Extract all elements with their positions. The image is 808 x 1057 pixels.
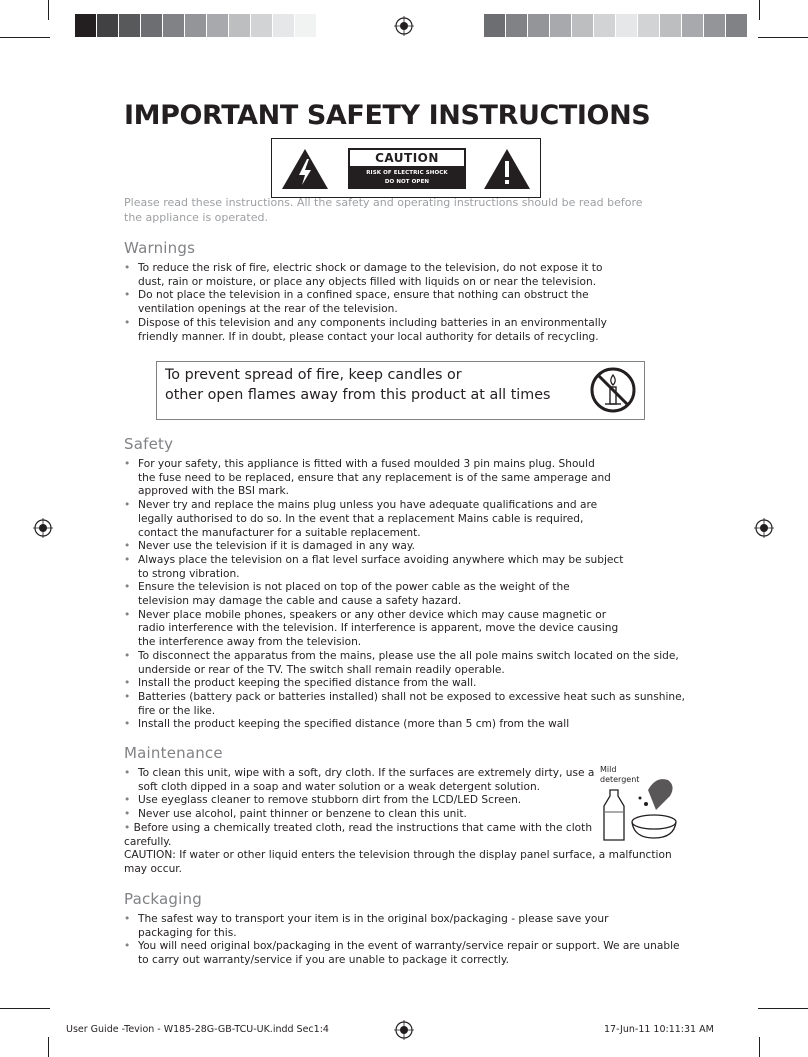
registration-mark-top-icon: [394, 16, 414, 36]
list-item: • To clean this unit, wipe with a soft, dry cloth. If the surfaces are extremely dirty, use a soft cloth dipped in a soap and water solution or a weak detergent solution.: [124, 767, 594, 794]
list-item: • Batteries (battery pack or batteries installed) shall not be exposed to excessive heat such as sunshine, fire or the like.: [124, 691, 685, 718]
fire-notice-box: [156, 361, 645, 420]
list-item: • Always place the television on a flat level surface avoiding anywhere which may be subject to strong vibration.: [124, 554, 685, 581]
electric-shock-warning-icon: [280, 147, 330, 191]
fire-notice-text: To prevent spread of fire, keep candles or other open flames away from this product at all times: [165, 367, 551, 403]
list-item: • The safest way to transport your item is in the original box/packaging - please save your packaging for this.: [124, 913, 680, 940]
packaging-heading: Packaging: [124, 890, 202, 908]
no-open-flame-icon: [588, 365, 638, 415]
detergent-label-2: detergent: [600, 775, 640, 784]
list-item: • Do not place the television in a confined space, ensure that nothing can obstruct the ventilation openings at the rear of the television.: [124, 289, 607, 316]
list-item: • Use eyeglass cleaner to remove stubborn dirt from the LCD/LED Screen.: [124, 794, 594, 808]
maintenance-heading: Maintenance: [124, 744, 223, 762]
maintenance-last-item-line-1: Before using a chemically treated cloth, read the instructions that came with the cloth: [133, 822, 593, 834]
caution-line-1: RISK OF ELECTRIC SHOCK: [366, 170, 448, 176]
footer-file-slug: User Guide -Tevion - W185-28G-GB-TCU-UK.indd Sec1:4: [66, 1024, 329, 1035]
caution-word: CAUTION: [350, 150, 464, 166]
list-item: • Never place mobile phones, speakers or any other device which may cause magnetic or radio interference with the television. If interference is apparent, move the device causing the interference away from the television.: [124, 609, 685, 650]
intro-paragraph: Please read these instructions. All the safety and operating instructions should be read before the appliance is operated.: [124, 196, 643, 224]
footer-timestamp: 17-Jun-11 10:11:31 AM: [604, 1024, 714, 1035]
list-item: • For your safety, this appliance is fitted with a fused moulded 3 pin mains plug. Should the fuse need to be replaced, ensure that any replacement is of the same amperage and approved with the BSI mark.: [124, 458, 685, 499]
warnings-heading: Warnings: [124, 239, 196, 257]
registration-mark-bottom-icon: [394, 1020, 414, 1040]
bullet-glyph: •: [124, 822, 134, 834]
safety-heading: Safety: [124, 435, 174, 453]
maintenance-last-item: [124, 822, 592, 836]
list-item: • Dispose of this television and any components including batteries in an environmentally friendly manner. If in doubt, please contact your local authority for details of recycling.: [124, 317, 607, 344]
color-bar-right: [484, 14, 748, 37]
color-bar-left: [75, 14, 317, 37]
list-item: • Install the product keeping the specified distance (more than 5 cm) from the wall: [124, 718, 685, 732]
caution-line-2: DO NOT OPEN: [384, 179, 430, 185]
list-item: • You will need original box/packaging in the event of warranty/service repair or support. We are unable to carry out warranty/service if you are unable to package it correctly.: [124, 940, 680, 967]
detergent-label-1: Mild: [600, 765, 617, 774]
maintenance-caution: CAUTION: If water or other liquid enters the television through the display panel surface, a malfunction may occur.: [124, 849, 672, 876]
list-item: • Install the product keeping the specified distance from the wall.: [124, 677, 685, 691]
page-title: IMPORTANT SAFETY INSTRUCTIONS: [124, 100, 651, 131]
maintenance-last-item-line-2: carefully.: [124, 835, 172, 848]
caution-center-panel: [348, 148, 466, 189]
registration-mark-right-icon: [754, 518, 774, 538]
list-item: • Never try and replace the mains plug unless you have adequate qualifications and are legally authorised to do so. In the event that a replacement Mains cable is required, contact the manufacturer for a suitable replacement.: [124, 499, 685, 540]
list-item: • Never use alcohol, paint thinner or benzene to clean this unit.: [124, 808, 594, 822]
warnings-list: [124, 262, 607, 344]
mild-detergent-illustration-icon: [596, 760, 678, 842]
list-item: • Ensure the television is not placed on top of the power cable as the weight of the television may damage the cable and cause a safety hazard.: [124, 581, 685, 608]
list-item: • To reduce the risk of fire, electric shock or damage to the television, do not expose it to dust, rain or moisture, or place any objects filled with liquids on or near the television.: [124, 262, 607, 289]
exclamation-warning-icon: [482, 147, 532, 191]
caution-label-box: [271, 138, 541, 198]
maintenance-list: [124, 767, 594, 822]
safety-list: [124, 458, 685, 732]
packaging-list: [124, 913, 680, 968]
list-item: • To disconnect the apparatus from the mains, please use the all pole mains switch located on the side, underside or rear of the TV. The switch shall remain readily operable.: [124, 650, 685, 677]
registration-mark-left-icon: [33, 518, 53, 538]
list-item: • Never use the television if it is damaged in any way.: [124, 540, 685, 554]
